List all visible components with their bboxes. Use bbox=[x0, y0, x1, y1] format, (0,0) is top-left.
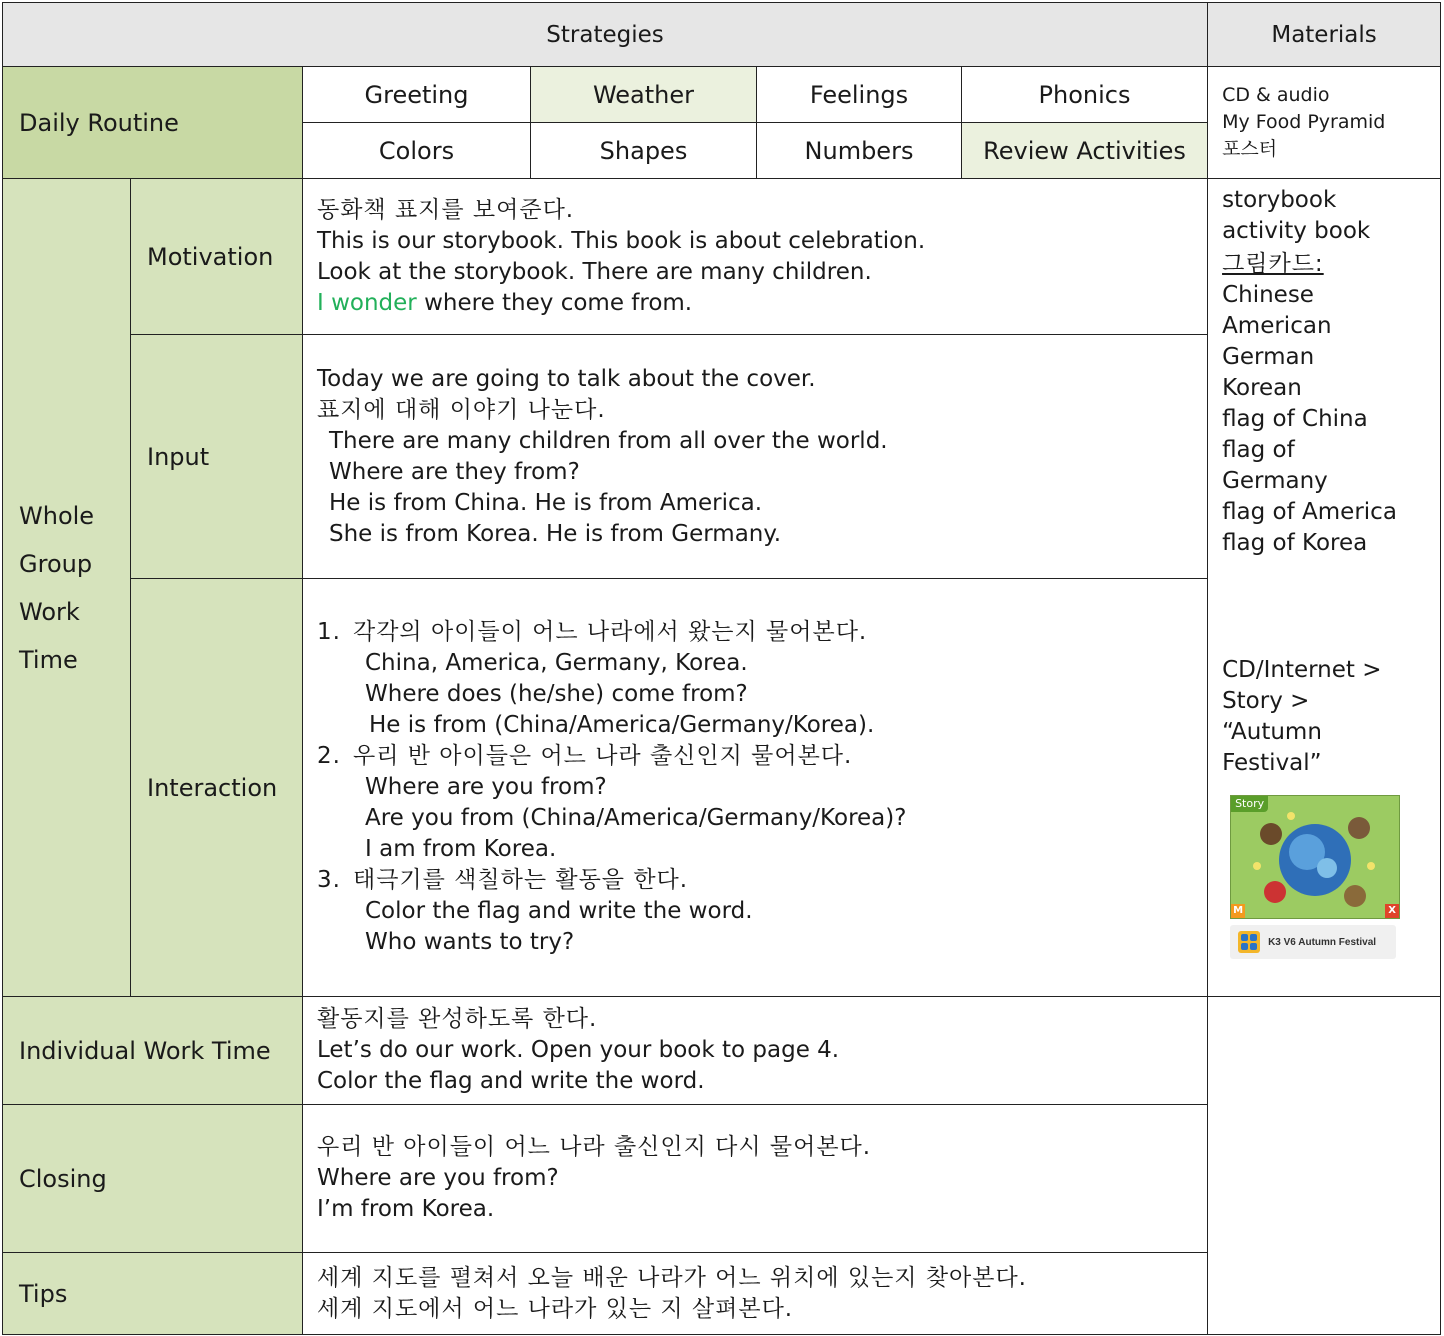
strategies-header: Strategies bbox=[3, 3, 1208, 67]
lesson-plan-table bbox=[2, 2, 1441, 1335]
closing-label: Closing bbox=[3, 1105, 303, 1253]
story-thumbnail[interactable] bbox=[1230, 795, 1400, 919]
individual-work-label: Individual Work Time bbox=[3, 997, 303, 1105]
routine-greeting: Greeting bbox=[303, 67, 531, 123]
story-title-bar[interactable] bbox=[1230, 925, 1396, 959]
story-illustration-icon bbox=[1231, 796, 1399, 918]
daily-routine-label: Daily Routine bbox=[3, 67, 303, 179]
motivation-content: 동화책 표지를 보여준다. This is our storybook. This book is about celebration. Look at the storybook. There are many children. I wonder where they come from. bbox=[303, 179, 1208, 335]
story-title: K3 V6 Autumn Festival bbox=[1268, 936, 1377, 948]
grid-icon bbox=[1238, 931, 1260, 953]
bottom-materials-empty bbox=[1208, 997, 1441, 1335]
picture-cards-heading: 그림카드: bbox=[1222, 251, 1324, 277]
whole-group-label: Whole Group Work Time bbox=[3, 179, 131, 997]
material-food-pyramid: My Food Pyramid bbox=[1222, 111, 1386, 133]
motivation-label: Motivation bbox=[131, 179, 303, 335]
routine-shapes: Shapes bbox=[531, 123, 757, 179]
routine-review-activities: Review Activities bbox=[962, 123, 1208, 179]
closing-content: 우리 반 아이들이 어느 나라 출신인지 다시 물어본다. Where are you from? I’m from Korea. bbox=[303, 1105, 1208, 1253]
tips-content: 세계 지도를 펼쳐서 오늘 배운 나라가 어느 위치에 있는지 찾아본다. 세계 지도에서 어느 나라가 있는 지 살펴본다. bbox=[303, 1253, 1208, 1335]
highlight-i-wonder: I wonder bbox=[317, 289, 417, 316]
interaction-content: 1. 각각의 아이들이 어느 나라에서 왔는지 물어본다. China, America, Germany, Korea. Where does (he/she) come from? He is from (China/America/Germany/Korea). 2. 우리 반 아이들은 어느 나라 출신인지 물어본다. Where are you from? Are you from (China/America/Germany/Korea)? I am from Korea. 3. 태극기를 색칠하는 활동을 한다. Color the flag and write the word. Who wants to try? bbox=[303, 579, 1208, 997]
routine-weather: Weather bbox=[531, 67, 757, 123]
input-label: Input bbox=[131, 335, 303, 579]
materials-header: Materials bbox=[1208, 3, 1441, 67]
routine-numbers: Numbers bbox=[757, 123, 962, 179]
input-content: Today we are going to talk about the cover. 표지에 대해 이야기 나눈다. There are many children from all over the world. Where are they from? He is from China. He is from America. She is from Korea. He is from Germany. bbox=[303, 335, 1208, 579]
material-poster: 포스터 bbox=[1222, 138, 1278, 160]
tips-label: Tips bbox=[3, 1253, 303, 1335]
story-badge: Story bbox=[1231, 796, 1268, 812]
x-badge-icon[interactable]: X bbox=[1385, 904, 1399, 918]
interaction-label: Interaction bbox=[131, 579, 303, 997]
m-badge-icon: M bbox=[1231, 904, 1245, 918]
routine-feelings: Feelings bbox=[757, 67, 962, 123]
individual-work-content: 활동지를 완성하도록 한다. Let’s do our work. Open your book to page 4. Color the flag and write the word. bbox=[303, 997, 1208, 1105]
material-cd-audio: CD & audio bbox=[1222, 84, 1330, 106]
routine-phonics: Phonics bbox=[962, 67, 1208, 123]
routine-colors: Colors bbox=[303, 123, 531, 179]
daily-routine-materials bbox=[1208, 67, 1441, 179]
whole-group-materials: storybook activity book 그림카드: Chinese American German Korean flag of China flag of Germany flag of America flag of Korea CD/Internet > Story > “Autumn Festival” Story M X K3 V6 Autumn Festival bbox=[1208, 179, 1441, 997]
